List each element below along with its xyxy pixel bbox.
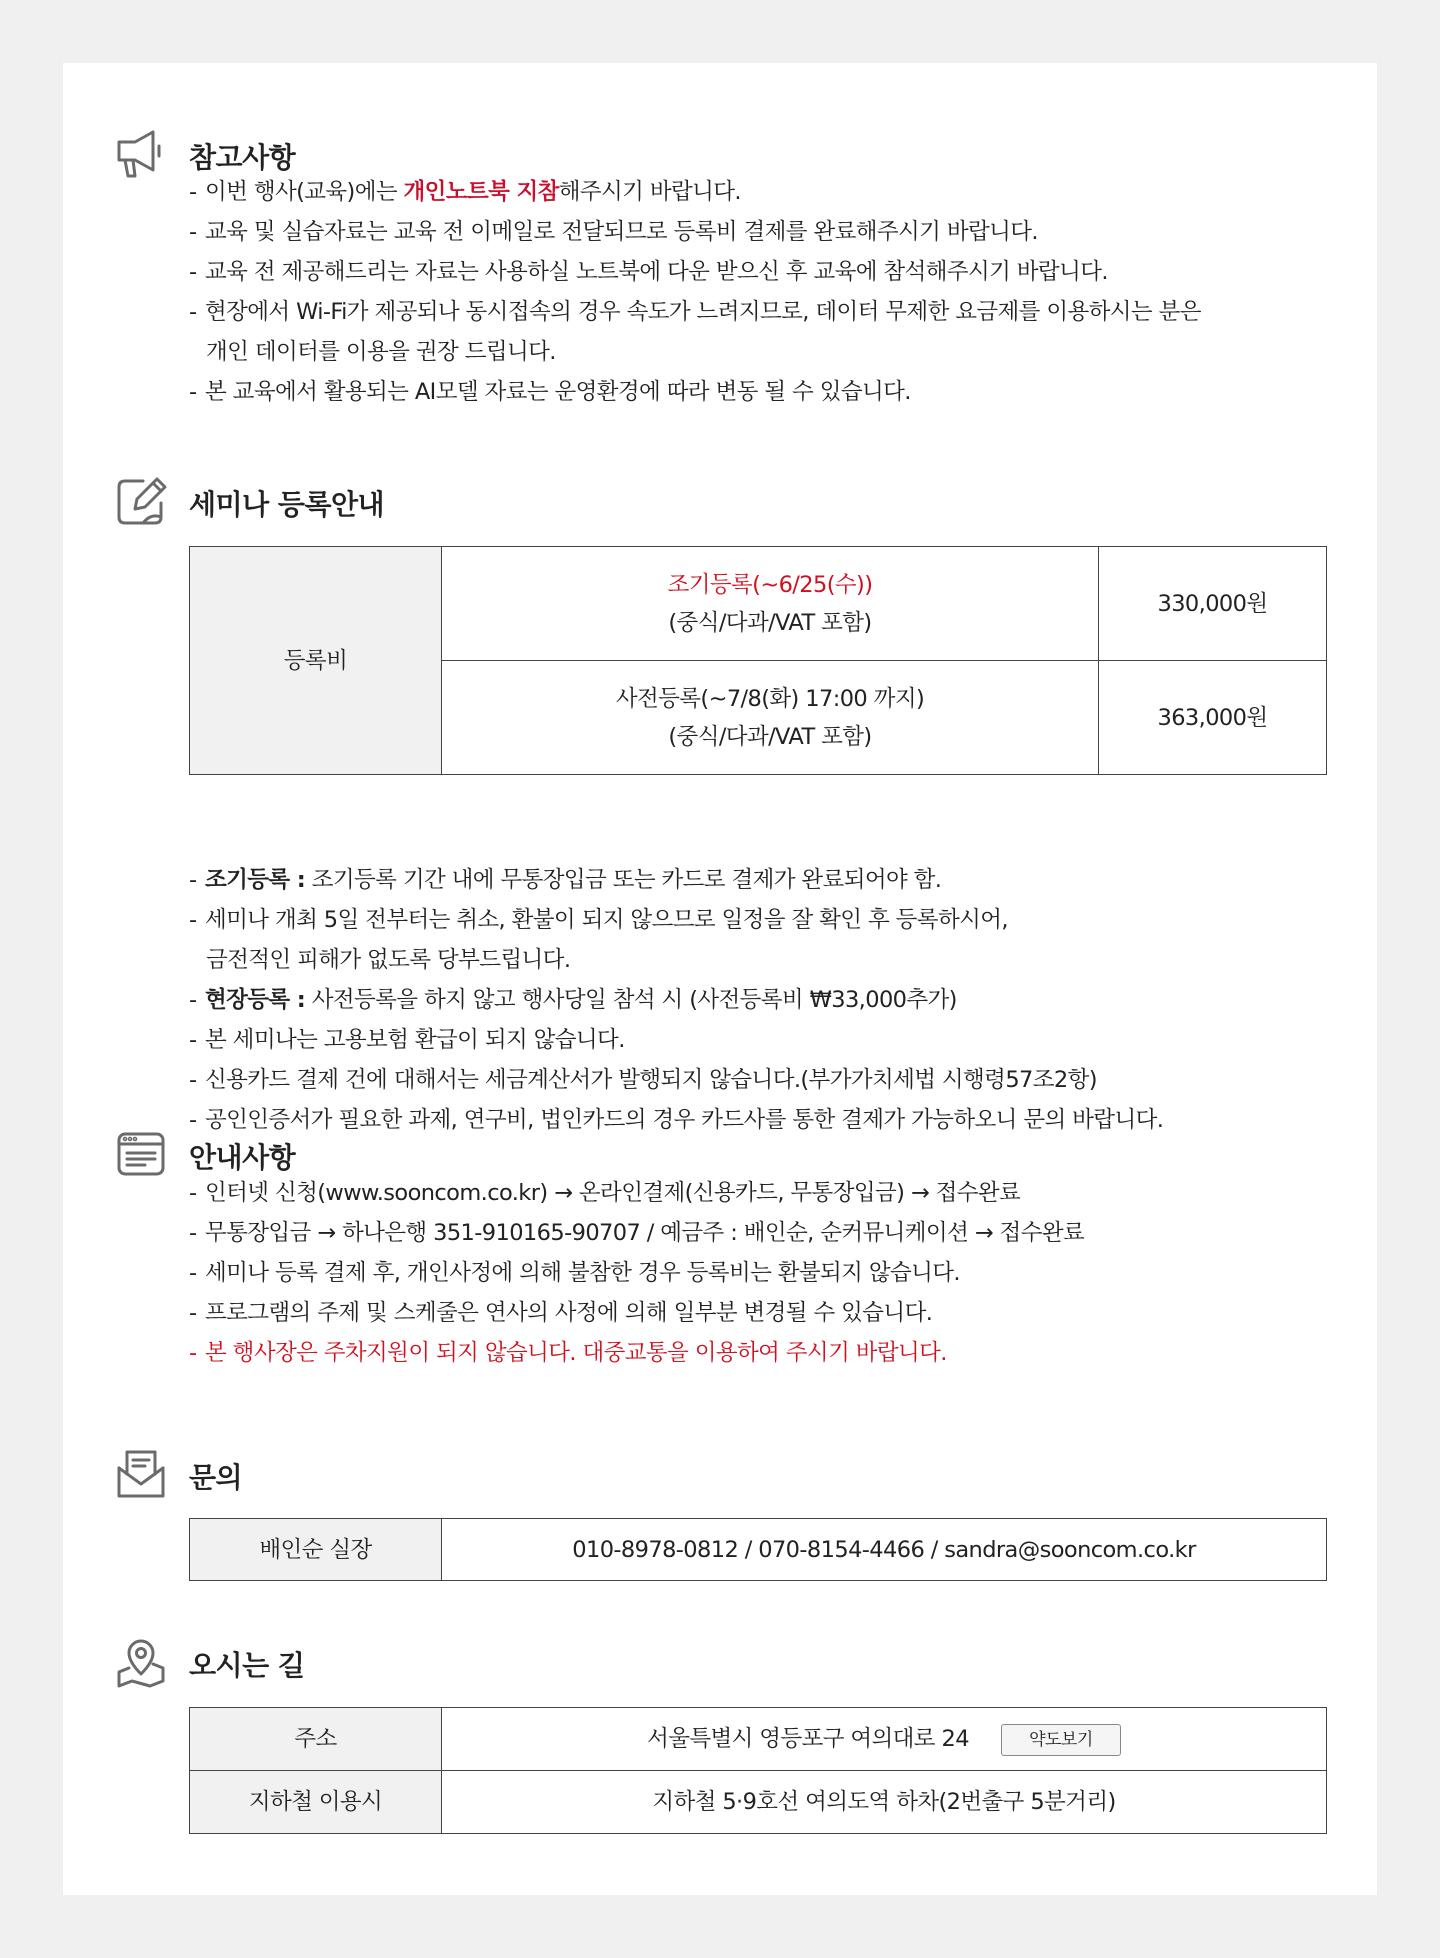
early-registration-note: (중식/다과/VAT 포함) xyxy=(668,609,872,636)
registration-note-continued: 금전적인 피해가 없도록 당부드립니다. xyxy=(206,947,571,973)
subway-info: 지하철 5·9호선 여의도역 하차(2번출구 5분거리) xyxy=(442,1771,1327,1834)
browser-list-icon xyxy=(113,1126,169,1182)
note-item: -현장에서 Wi-Fi가 제공되나 동시접속의 경우 속도가 느려지므로, 데이터 무제한 요금제를 이용하시는 분은 xyxy=(189,299,1201,325)
registration-title: 세미나 등록안내 xyxy=(189,488,385,521)
note-item: -본 교육에서 활용되는 AI모델 자료는 운영환경에 따라 변동 될 수 있습니다. xyxy=(189,379,911,405)
guide-item: -프로그램의 주제 및 스케줄은 연사의 사정에 의해 일부분 변경될 수 있습니다. xyxy=(189,1300,933,1326)
guide-title: 안내사항 xyxy=(189,1141,296,1174)
subway-label: 지하철 이용시 xyxy=(190,1771,442,1834)
pre-registration-price: 363,000원 xyxy=(1099,661,1327,775)
contact-name: 배인순 실장 xyxy=(190,1519,442,1581)
note-item: -교육 및 실습자료는 교육 전 이메일로 전달되므로 등록비 결제를 완료해주시기 바랍니다. xyxy=(189,219,1038,245)
table-row xyxy=(190,1519,1327,1581)
address-label: 주소 xyxy=(190,1708,442,1771)
registration-note: -신용카드 결제 건에 대해서는 세금계산서가 발행되지 않습니다.(부가가치세법 시행령57조2항) xyxy=(189,1067,1097,1093)
note-highlight: 개인노트북 지참 xyxy=(403,179,559,205)
table-row xyxy=(190,1708,1327,1771)
registration-note: -조기등록 : 조기등록 기간 내에 무통장입금 또는 카드로 결제가 완료되어야 함. xyxy=(189,867,942,893)
megaphone-icon xyxy=(113,126,169,182)
guide-item: -인터넷 신청(www.sooncom.co.kr) → 온라인결제(신용카드, 무통장입금) → 접수완료 xyxy=(189,1180,1021,1206)
directions-title: 오시는 길 xyxy=(189,1649,305,1682)
fee-label: 등록비 xyxy=(190,547,442,775)
early-registration-name: 조기등록(~6/25(수)) xyxy=(667,571,873,598)
note-item: -이번 행사(교육)에는 개인노트북 지참해주시기 바랍니다. xyxy=(189,179,741,205)
address-text: 서울특별시 영등포구 여의대로 24 xyxy=(647,1726,969,1752)
pre-registration-name: 사전등록(~7/8(화) 17:00 까지) xyxy=(615,685,925,712)
registration-note: -본 세미나는 고용보험 환급이 되지 않습니다. xyxy=(189,1027,625,1053)
notes-title: 참고사항 xyxy=(189,141,296,174)
parking-warning: -본 행사장은 주차지원이 되지 않습니다. 대중교통을 이용하여 주시기 바랍니다. xyxy=(189,1340,947,1366)
registration-note: -현장등록 : 사전등록을 하지 않고 행사당일 참석 시 (사전등록비 ₩33,000추가) xyxy=(189,987,957,1013)
address-cell xyxy=(442,1708,1327,1771)
fee-table xyxy=(189,546,1327,775)
table-row xyxy=(190,547,1327,661)
pre-registration-note: (중식/다과/VAT 포함) xyxy=(668,723,872,750)
mail-icon xyxy=(113,1446,169,1502)
table-row xyxy=(190,1771,1327,1834)
contact-info[interactable]: 010-8978-0812 / 070-8154-4466 / sandra@sooncom.co.kr xyxy=(442,1519,1327,1581)
early-registration-price: 330,000원 xyxy=(1099,547,1327,661)
registration-note: -세미나 개최 5일 전부터는 취소, 환불이 되지 않으므로 일정을 잘 확인 후 등록하시어, xyxy=(189,907,1008,933)
early-registration-cell xyxy=(442,547,1099,661)
guide-item: -무통장입금 → 하나은행 351-910165-90707 / 예금주 : 배인순, 순커뮤니케이션 → 접수완료 xyxy=(189,1220,1085,1246)
contact-title: 문의 xyxy=(189,1461,243,1494)
note-item-continued: 개인 데이터를 이용을 권장 드립니다. xyxy=(206,339,556,365)
map-view-button[interactable]: 약도보기 xyxy=(1001,1724,1121,1756)
content-card xyxy=(63,63,1377,1895)
map-pin-icon xyxy=(113,1634,169,1690)
registration-note: -공인인증서가 필요한 과제, 연구비, 법인카드의 경우 카드사를 통한 결제가 가능하오니 문의 바랍니다. xyxy=(189,1107,1164,1133)
edit-icon xyxy=(113,473,169,529)
note-item: -교육 전 제공해드리는 자료는 사용하실 노트북에 다운 받으신 후 교육에 참석해주시기 바랍니다. xyxy=(189,259,1108,285)
directions-table xyxy=(189,1707,1327,1834)
pre-registration-cell xyxy=(442,661,1099,775)
contact-table xyxy=(189,1518,1327,1581)
guide-item: -세미나 등록 결제 후, 개인사정에 의해 불참한 경우 등록비는 환불되지 않습니다. xyxy=(189,1260,960,1286)
